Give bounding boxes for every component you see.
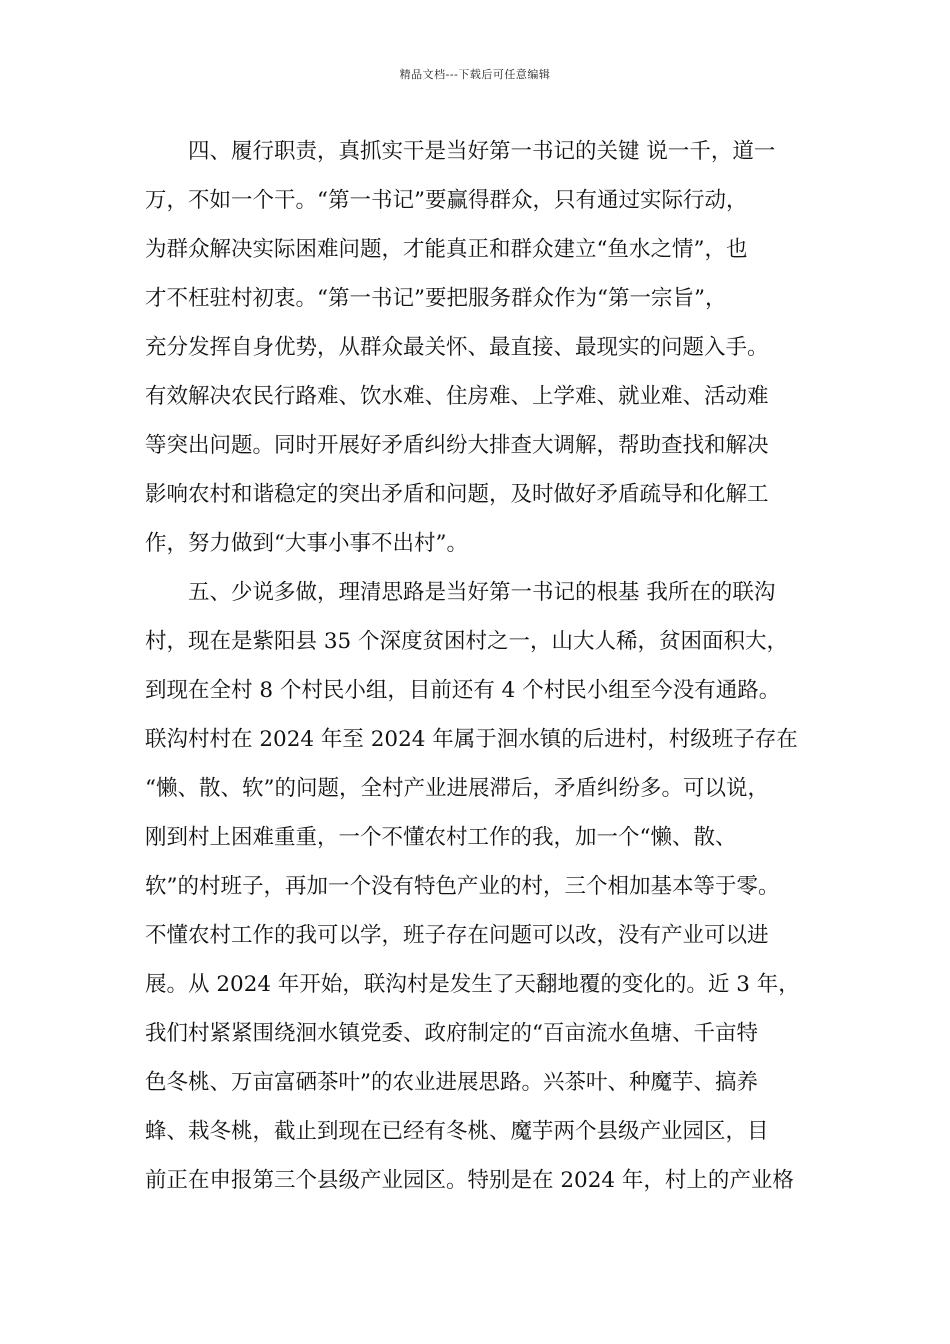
text-line: 色冬桃、万亩富硒茶叶”的农业进展思路。兴茶叶、种魔芋、搞养 bbox=[145, 1070, 758, 1095]
document-body bbox=[145, 127, 825, 1205]
text-line: 万，不如一个干。“第一书记”要赢得群众，只有通过实际行动， bbox=[145, 188, 748, 213]
text-line: 才不枉驻村初衷。“第一书记”要把服务群众作为“第一宗旨”， bbox=[145, 286, 727, 311]
text-line: 联沟村村在 2024 年至 2024 年属于洄水镇的后进村，村级班子存在 bbox=[145, 727, 798, 752]
text-line: 我们村紧紧围绕洄水镇党委、政府制定的“百亩流水鱼塘、千亩特 bbox=[145, 1021, 758, 1046]
paragraph-foundation bbox=[145, 568, 825, 1205]
paragraph-duties bbox=[145, 127, 825, 568]
text-line: 为群众解决实际困难问题，才能真正和群众建立“鱼水之情”，也 bbox=[145, 237, 748, 262]
page-header: 精品文档---下载后可任意编辑 bbox=[399, 68, 551, 81]
text-line: 作，努力做到“大事小事不出村”。 bbox=[145, 531, 468, 556]
text-line: 蜂、栽冬桃，截止到现在已经有冬桃、魔芋两个县级产业园区，目 bbox=[145, 1119, 769, 1144]
text-line: 有效解决农民行路难、饮水难、住房难、上学难、就业难、活动难 bbox=[145, 384, 769, 409]
text-line: 到现在全村 8 个村民小组，目前还有 4 个村民小组至今没有通路。 bbox=[145, 678, 781, 703]
text-line: 软”的村班子，再加一个没有特色产业的村，三个相加基本等于零。 bbox=[145, 874, 780, 899]
text-line: 展。从 2024 年开始，联沟村是发生了天翻地覆的变化的。近 3 年， bbox=[145, 972, 800, 997]
text-line: 影响农村和谐稳定的突出矛盾和问题，及时做好矛盾疏导和化解工 bbox=[145, 482, 769, 507]
text-line: “懒、散、软”的问题，全村产业进展滞后，矛盾纠纷多。可以说， bbox=[145, 776, 769, 801]
text-line: 充分发挥自身优势，从群众最关怀、最直接、最现实的问题入手。 bbox=[145, 335, 769, 360]
text-line: 刚到村上困难重重，一个不懂农村工作的我，加一个“懒、散、 bbox=[145, 825, 737, 850]
text-line: 四、履行职责，真抓实干是当好第一书记的关键 说一千，道一 bbox=[188, 139, 776, 164]
text-line: 不懂农村工作的我可以学，班子存在问题可以改，没有产业可以进 bbox=[145, 923, 769, 948]
text-line: 村，现在是紫阳县 35 个深度贫困村之一，山大人稀，贫困面积大， bbox=[145, 629, 789, 654]
text-line: 前正在申报第三个县级产业园区。特别是在 2024 年，村上的产业格 bbox=[145, 1168, 794, 1193]
text-line: 五、少说多做，理清思路是当好第一书记的根基 我所在的联沟 bbox=[188, 580, 776, 605]
text-line: 等突出问题。同时开展好矛盾纠纷大排查大调解，帮助查找和解决 bbox=[145, 433, 769, 458]
